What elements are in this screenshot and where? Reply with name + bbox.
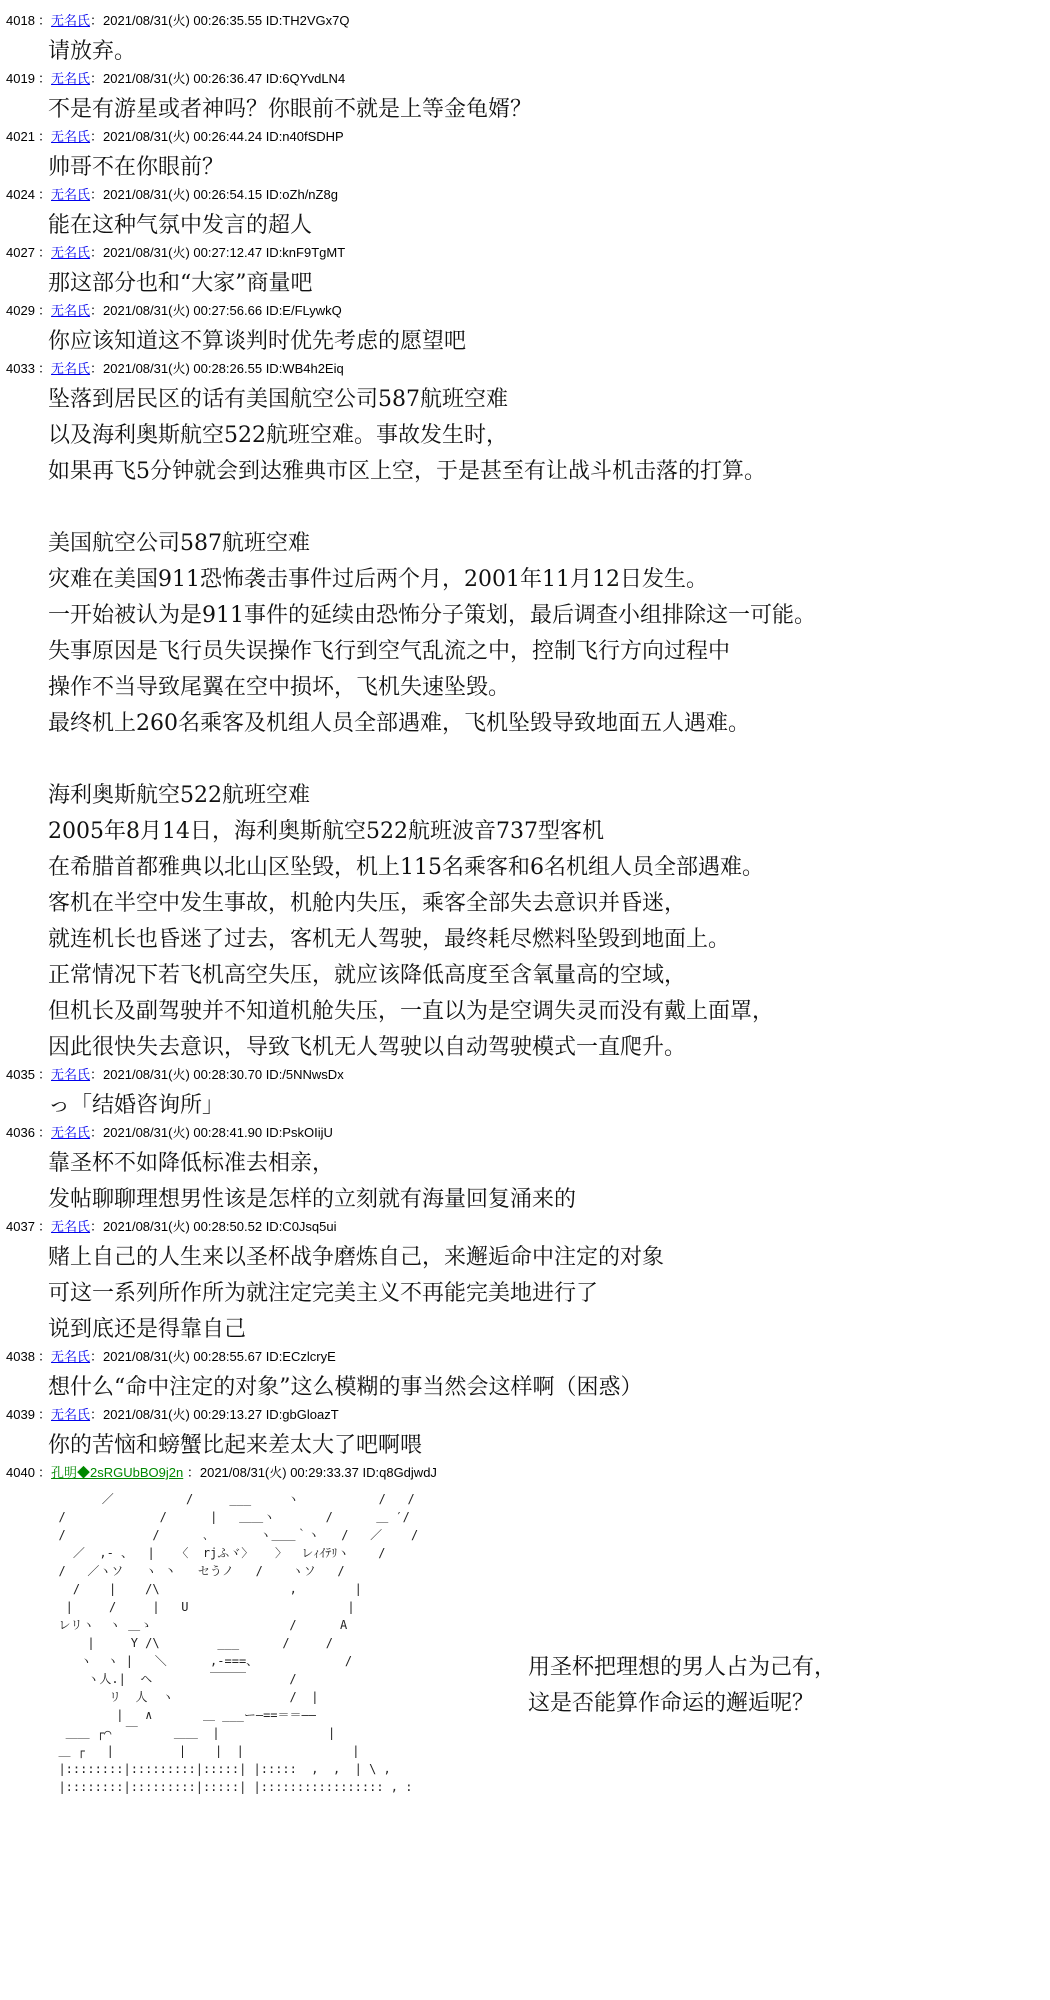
post-header bbox=[6, 12, 349, 30]
poster-name-link[interactable]: 无名氏 bbox=[51, 187, 91, 202]
post-body-line: 灾难在美国911恐怖袭击事件过后两个月，2001年11月12日发生。 bbox=[48, 567, 708, 592]
poster-name-link[interactable]: 无名氏 bbox=[51, 1349, 91, 1364]
post-datetime: 2021/08/31(火) 00:28:50.52 bbox=[103, 1219, 263, 1234]
separator: ： bbox=[38, 1407, 52, 1422]
poster-id: ID:n40fSDHP bbox=[265, 129, 344, 144]
post-body-line: 最终机上260名乘客及机组人员全部遇难，飞机坠毁导致地面五人遇难。 bbox=[48, 711, 750, 736]
separator: ： bbox=[38, 129, 52, 144]
post-datetime: 2021/08/31(火) 00:26:35.55 bbox=[103, 13, 263, 28]
poster-id: ID:oZh/nZ8g bbox=[265, 187, 338, 202]
post-datetime: 2021/08/31(火) 00:28:30.70 bbox=[103, 1067, 263, 1082]
separator: ： bbox=[38, 1067, 52, 1082]
ascii-art: ／ / ___ ヽ / / / / | ＿＿ヽ / ＿ ′/ / / ､ ヽ＿＿｀ヽ / ／ / ／ ,- 、 | 〈 rjふヾ〉 〉 レｨｲﾃﾘヽ / / ／ヽソ ヽ 丶 セうノ / ヽソ / / | /\ , | | / | U | レリヽ ヽ ＿ゝ / A | Y /\ ___ / / ヽ ヽ | ＼ ,-===、 / ヽ人.| ヘ ￣￣￣ / リ 人 ヽ / | | ∧ ＿ ___ー―==＝＝―― ＿＿ ┌⌒ ￣ ＿＿ | | ＿ ┌ | | | | | |::::::::|:::::::::|:::::| |::::: , , | \ , |::::::::|:::::::::|:::::| |::::::::::::::::: , : bbox=[58, 1492, 419, 1794]
separator: ： bbox=[90, 13, 104, 28]
separator: ： bbox=[38, 361, 52, 376]
post-number[interactable]: 4018 bbox=[6, 13, 35, 28]
separator: ： bbox=[38, 245, 52, 260]
poster-name-link[interactable]: 无名氏 bbox=[51, 13, 91, 28]
poster-id: ID:ECzlcryE bbox=[265, 1349, 336, 1364]
separator: ： bbox=[90, 1349, 104, 1364]
post-datetime: 2021/08/31(火) 00:26:36.47 bbox=[103, 71, 263, 86]
poster-name-link[interactable]: 无名氏 bbox=[51, 303, 91, 318]
post-number[interactable]: 4038 bbox=[6, 1349, 35, 1364]
poster-id: ID:gbGloazT bbox=[265, 1407, 339, 1422]
post-datetime: 2021/08/31(火) 00:28:55.67 bbox=[103, 1349, 263, 1364]
separator: ： bbox=[38, 1125, 52, 1140]
separator: ： bbox=[38, 1219, 52, 1234]
post-body-line: 失事原因是飞行员失误操作飞行到空气乱流之中，控制飞行方向过程中 bbox=[48, 639, 731, 664]
poster-name-link[interactable]: 无名氏 bbox=[51, 1067, 91, 1082]
post-header bbox=[6, 128, 344, 146]
post-body-line: 可这一系列所作所为就注定完美主义不再能完美地进行了 bbox=[48, 1281, 599, 1306]
post-body-line: 请放弃。 bbox=[48, 39, 137, 64]
post-datetime: 2021/08/31(火) 00:29:13.27 bbox=[103, 1407, 263, 1422]
post-body-line: 海利奥斯航空522航班空难 bbox=[48, 783, 310, 808]
post-body-line: 你应该知道这不算谈判时优先考虑的愿望吧 bbox=[48, 329, 467, 354]
post-number[interactable]: 4040 bbox=[6, 1465, 35, 1480]
post-datetime: 2021/08/31(火) 00:29:33.37 bbox=[199, 1465, 359, 1480]
separator: ： bbox=[90, 1125, 104, 1140]
side-caption-line: 用圣杯把理想的男人占为己有， bbox=[528, 1655, 837, 1680]
post-body-line: 以及海利奥斯航空522航班空难。事故发生时， bbox=[48, 423, 508, 448]
post-body-line: 坠落到居民区的话有美国航空公司587航班空难 bbox=[48, 387, 508, 412]
separator: ： bbox=[90, 71, 104, 86]
separator: ： bbox=[183, 1465, 200, 1480]
post-header bbox=[6, 186, 338, 204]
post-header bbox=[6, 360, 344, 378]
poster-name-link[interactable]: 无名氏 bbox=[51, 1407, 91, 1422]
post-header bbox=[6, 1124, 333, 1142]
post-header bbox=[6, 1066, 344, 1084]
post-datetime: 2021/08/31(火) 00:27:12.47 bbox=[103, 245, 263, 260]
separator: ： bbox=[90, 361, 104, 376]
post-header bbox=[6, 1218, 337, 1236]
poster-name-link[interactable]: 无名氏 bbox=[51, 129, 91, 144]
post-number[interactable]: 4033 bbox=[6, 361, 35, 376]
post-datetime: 2021/08/31(火) 00:26:54.15 bbox=[103, 187, 263, 202]
post-body-line: 2005年8月14日，海利奥斯航空522航班波音737型客机 bbox=[48, 819, 604, 844]
poster-id: ID:PskOIijU bbox=[265, 1125, 333, 1140]
poster-name-link[interactable]: 无名氏 bbox=[51, 361, 91, 376]
poster-id: ID:TH2VGx7Q bbox=[265, 13, 350, 28]
post-body-line: 那这部分也和“大家”商量吧 bbox=[48, 271, 313, 296]
post-header bbox=[6, 244, 345, 262]
post-body-line: 如果再飞5分钟就会到达雅典市区上空，于是甚至有让战斗机击落的打算。 bbox=[48, 459, 766, 484]
post-number[interactable]: 4035 bbox=[6, 1067, 35, 1082]
post-number[interactable]: 4021 bbox=[6, 129, 35, 144]
post-datetime: 2021/08/31(火) 00:26:44.24 bbox=[103, 129, 263, 144]
poster-id: ID:/5NNwsDx bbox=[265, 1067, 344, 1082]
poster-name-link[interactable]: 孔明◆2sRGUbBO9j2n bbox=[51, 1465, 184, 1480]
poster-id: ID:C0Jsq5ui bbox=[265, 1219, 337, 1234]
separator: ： bbox=[90, 187, 104, 202]
post-datetime: 2021/08/31(火) 00:28:26.55 bbox=[103, 361, 263, 376]
post-body-line: 你的苦恼和螃蟹比起来差太大了吧啊喂 bbox=[48, 1433, 423, 1458]
post-datetime: 2021/08/31(火) 00:28:41.90 bbox=[103, 1125, 263, 1140]
post-header bbox=[6, 1406, 339, 1424]
post-body-line: 因此很快失去意识，导致飞机无人驾驶以自动驾驶模式一直爬升。 bbox=[48, 1035, 687, 1060]
separator: ： bbox=[90, 129, 104, 144]
post-body-line: 赌上自己的人生来以圣杯战争磨炼自己，来邂逅命中注定的对象 bbox=[48, 1245, 665, 1270]
separator: ： bbox=[90, 1219, 104, 1234]
poster-id: ID:knF9TgMT bbox=[265, 245, 346, 260]
separator: ： bbox=[90, 303, 104, 318]
poster-name-link[interactable]: 无名氏 bbox=[51, 71, 91, 86]
post-body-line: 帅哥不在你眼前？ bbox=[48, 155, 225, 180]
separator: ： bbox=[38, 1465, 52, 1480]
post-number[interactable]: 4036 bbox=[6, 1125, 35, 1140]
post-number[interactable]: 4019 bbox=[6, 71, 35, 86]
separator: ： bbox=[90, 1067, 104, 1082]
post-header bbox=[6, 70, 345, 88]
post-number[interactable]: 4024 bbox=[6, 187, 35, 202]
poster-id: ID:6QYvdLN4 bbox=[265, 71, 346, 86]
poster-name-link[interactable]: 无名氏 bbox=[51, 245, 91, 260]
separator: ： bbox=[38, 1349, 52, 1364]
separator: ： bbox=[90, 1407, 104, 1422]
separator: ： bbox=[38, 303, 52, 318]
post-body-line: 一开始被认为是911事件的延续由恐怖分子策划，最后调查小组排除这一可能。 bbox=[48, 603, 816, 628]
poster-name-link[interactable]: 无名氏 bbox=[51, 1125, 91, 1140]
poster-id: ID:q8GdjwdJ bbox=[362, 1465, 437, 1480]
post-body-line: 客机在半空中发生事故，机舱内失压，乘客全部失去意识并昏迷， bbox=[48, 891, 687, 916]
poster-name-link[interactable]: 无名氏 bbox=[51, 1219, 91, 1234]
post-body-line: 说到底还是得靠自己 bbox=[48, 1317, 247, 1342]
post-body-line: 正常情况下若飞机高空失压，就应该降低高度至含氧量高的空域， bbox=[48, 963, 687, 988]
post-body-line: 操作不当导致尾翼在空中损坏，飞机失速坠毁。 bbox=[48, 675, 511, 700]
side-caption-line: 这是否能算作命运的邂逅呢？ bbox=[528, 1691, 815, 1716]
post-header bbox=[6, 302, 342, 320]
post-body-line: 就连机长也昏迷了过去，客机无人驾驶，最终耗尽燃料坠毁到地面上。 bbox=[48, 927, 731, 952]
post-body-line: 能在这种气氛中发言的超人 bbox=[48, 213, 313, 238]
post-body-line: 在希腊首都雅典以北山区坠毁，机上115名乘客和6名机组人员全部遇难。 bbox=[48, 855, 764, 880]
separator: ： bbox=[90, 245, 104, 260]
post-number[interactable]: 4029 bbox=[6, 303, 35, 318]
separator: ： bbox=[38, 13, 52, 28]
post-body-line: 不是有游星或者神吗？你眼前不就是上等金龟婿？ bbox=[48, 97, 533, 122]
post-body-line: っ「结婚咨询所」 bbox=[48, 1093, 225, 1118]
post-body-line: 靠圣杯不如降低标准去相亲， bbox=[48, 1151, 335, 1176]
post-number[interactable]: 4027 bbox=[6, 245, 35, 260]
post-body-line: 想什么“命中注定的对象”这么模糊的事当然会这样啊（困惑） bbox=[48, 1375, 643, 1400]
poster-id: ID:E/FLywkQ bbox=[265, 303, 342, 318]
post-body-line: 但机长及副驾驶并不知道机舱失压，一直以为是空调失灵而没有戴上面罩， bbox=[48, 999, 775, 1024]
separator: ： bbox=[38, 187, 52, 202]
post-number[interactable]: 4039 bbox=[6, 1407, 35, 1422]
post-header bbox=[6, 1464, 437, 1482]
post-header bbox=[6, 1348, 336, 1366]
poster-id: ID:WB4h2Eiq bbox=[265, 361, 344, 376]
post-body-line: 发帖聊聊理想男性该是怎样的立刻就有海量回复涌来的 bbox=[48, 1187, 577, 1212]
post-number[interactable]: 4037 bbox=[6, 1219, 35, 1234]
separator: ： bbox=[38, 71, 52, 86]
post-datetime: 2021/08/31(火) 00:27:56.66 bbox=[103, 303, 263, 318]
post-body-line: 美国航空公司587航班空难 bbox=[48, 531, 310, 556]
